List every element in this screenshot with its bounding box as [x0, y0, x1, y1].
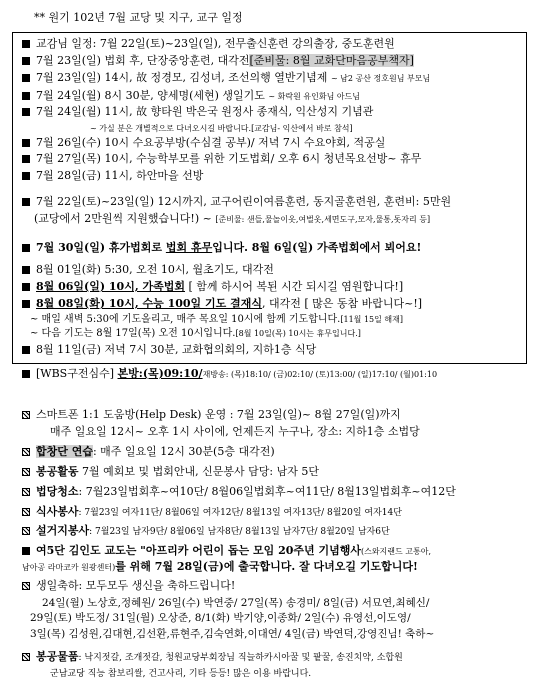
birthday-line: 24일(월) 노상호,정혜원/ 26일(수) 박연중/ 27일(목) 송경미/ 8일(금) 서묘연,최혜신/ [42, 597, 430, 609]
notice-item: 식사봉사: 7월23일 여자11단/ 8월06일 여자12단/ 8월13일 여자13단/ 8월20일 여자14단 [22, 505, 402, 520]
birthday-line: 3일(목) 김성원,김대현,김선환,류현주,김숙연화,이대연/ 4일(금) 박연덕,강영진님! 축하~ [30, 628, 435, 640]
bullet-icon [22, 547, 30, 555]
schedule-note: ~ 매일 새벽 5:30에 기도올리고, 매주 목요일 10시에 함께 기도합니다.[11월 15일 해재] [30, 314, 403, 325]
schedule-line: 8월 06일(일) 10시, 가족법회 [ 함께 하시어 복된 시간 되시길 염원합니다!] [22, 280, 403, 294]
schedule-line: 7월 24일(월) 8시 30분, 양세명(세현) 생일기도 ~ 화락원 유인화님 아드님 [22, 89, 360, 104]
schedule-line: 7월 23일(일) 법회 후, 단장중앙훈련, 대각전[준비물: 8월 교화단마음공부책자] [22, 54, 414, 68]
checkbox-icon [22, 448, 30, 456]
bullet-icon [22, 92, 30, 100]
checkbox-icon [22, 468, 30, 476]
bullet-icon [22, 370, 30, 378]
checkbox-icon [22, 508, 30, 516]
bullet-icon [22, 346, 30, 354]
bullet-icon [22, 139, 30, 147]
schedule-line: 7월 24일(월) 11시, 故 향타원 박은국 원정사 종재식, 익산성지 기념관 [22, 105, 373, 119]
birthday-line: 29일(토) 박도정/ 31일(월) 오상준, 8/1(화) 박기양,이종화/ 2일(수) 유영선,이도영/ [30, 612, 411, 624]
bullet-icon [22, 57, 30, 65]
notice-item: 스마트폰 1:1 도움방(Help Desk) 운영 : 7월 23일(일)~ 8월 27일(일)까지 [22, 408, 401, 422]
bullet-icon [22, 74, 30, 82]
schedule-line: 7월 23일(일) 14시, 故 정경모, 김성녀, 조선의행 열반기념제 ~ 남2 공산 정호원님 부모님 [22, 71, 430, 86]
bullet-icon [22, 300, 30, 308]
notice-item: 군남교당 직능 참보리쌀, 건고사리, 기타 등등! 많은 이용 바랍니다. [50, 669, 312, 679]
schedule-note: ~ 다음 기도는 8월 17일(목) 오전 10시입니다.[8월 10일(목) 10시는 휴무입니다.] [30, 328, 361, 339]
notice-item: 합창단 연습: 매주 일요일 12시 30분(5층 대각전) [22, 445, 275, 459]
notice-item: 남아공 라마코카 원광센터)를 위해 7월 28일(금)에 출국합니다. 잘 다녀오길 기도합니다! [22, 560, 418, 573]
schedule-line: 7월 28일(금) 11시, 하안마을 선방 [22, 169, 203, 183]
schedule-line: 8월 01일(화) 5:30, 오전 10시, 월초기도, 대각전 [22, 263, 274, 277]
schedule-line: 8월 08일(화) 10시, 수능 100일 기도 결재식, 대각전 [ 많은 동참 바랍니다~!] [22, 297, 422, 311]
bullet-icon [22, 155, 30, 163]
notice-item: 법당청소: 7월23일법회후~여10단/ 8월06일법회후~여11단/ 8월13일법회후~여12단 [22, 485, 456, 499]
schedule-line: 8월 11일(금) 저녁 7시 30분, 교화협의회의, 지하1층 식당 [22, 343, 316, 357]
bullet-icon [22, 198, 30, 206]
schedule-line: 7월 22일(토)~23일(일) 12시까지, 교구어린이여름훈련, 동지골훈련원, 훈련비: 5만원 [22, 195, 451, 209]
page-title: ** 원기 102년 7월 교당 및 지구, 교구 일정 [34, 11, 243, 24]
broadcast-line: [WBS구전심수] 본방:(목)09:10/재방송: (목)18:10/ (금)02:10/ (토)13:00/ (일)17:10/ (월)01:10 [22, 367, 437, 382]
notice-item: 봉공활동 7월 예회보 및 법회안내, 신문봉사 담당: 남자 5단 [22, 465, 319, 479]
bullet-icon [22, 108, 30, 116]
notice-item: 여5단 김인도 교도는 "아프리카 어린이 돕는 모임 20주년 기념행사(스와지랜드 고통아, [22, 544, 431, 559]
schedule-note: ~ 가실 분은 개별적으로 다녀오시길 바랍니다.[교감님- 익산에서 바로 참석] [90, 124, 353, 133]
notice-item: 봉공물품: 낙지젓갈, 조개젓갈, 청원교당부회장님 직늘하카시아꿀 및 팥꿀, 송진치약, 소합원 [22, 650, 403, 665]
checkbox-icon [22, 582, 30, 590]
bullet-icon [22, 283, 30, 291]
notice-item: 설거지봉사: 7월23일 남자9단/ 8월06일 남자8단/ 8월13일 남자7단/ 8월20일 남자6단 [22, 524, 390, 539]
schedule-line: (교당에서 2만원씩 지원했습니다!) ~ [준비물: 샌들,물놀이옷,여벌옷,세면도구,모자,물통,돗자리 등] [34, 212, 431, 225]
checkbox-icon [22, 653, 30, 661]
checkbox-icon [22, 411, 30, 419]
schedule-line: 7월 26일(수) 10시 수요공부방(수심결 공부)/ 저녁 7시 수요야회, 적공실 [22, 136, 385, 150]
bullet-icon [22, 266, 30, 274]
checkbox-icon [22, 527, 30, 535]
notice-item: 생일축하: 모두모두 생신을 축하드립니다! [22, 579, 235, 593]
bullet-icon [22, 40, 30, 48]
bullet-icon [22, 172, 30, 180]
schedule-line: 교감님 일정: 7월 22일(토)~23일(일), 전무출신훈련 강의출장, 중도훈련원 [22, 37, 395, 51]
checkbox-icon [22, 488, 30, 496]
notice-item: 매주 일요일 12시~ 오후 1시 사이에, 언제든지 누구나, 장소: 지하1층 소법당 [50, 425, 420, 438]
schedule-line: 7월 27일(목) 10시, 수능학부모를 위한 기도법회/ 오후 6시 청년목요선방~ 휴무 [22, 152, 421, 166]
bullet-icon [22, 244, 30, 252]
schedule-line: 7월 30일(일) 휴가법회로 법회 휴무입니다. 8월 6일(일) 가족법회에서 뵈어요! [22, 241, 421, 255]
